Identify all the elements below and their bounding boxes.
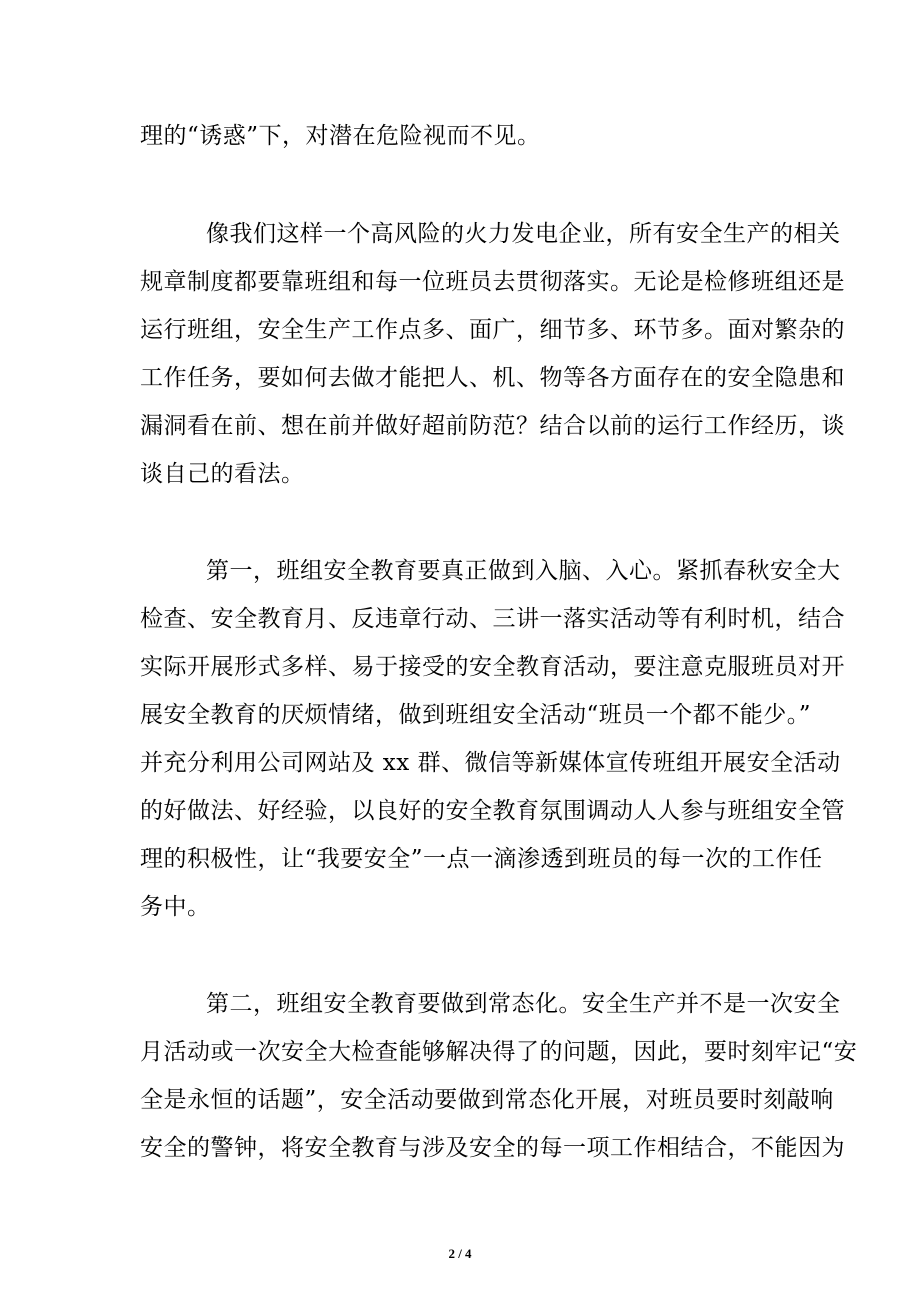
paragraph-line: 的好做法、好经验，以良好的安全教育氛围调动人人参与班组安全管 [140, 798, 845, 824]
paragraph-line: 全是永恒的话题”，安全活动要做到常态化开展，对班员要时刻敲响 [140, 1087, 834, 1113]
paragraph-line: 规章制度都要靠班组和每一位班员去贯彻落实。无论是检修班组还是 [140, 269, 845, 295]
page-number: 2 / 4 [448, 1246, 472, 1261]
paragraph-line: 理的“诱惑”下，对潜在危险视而不见。 [140, 123, 541, 149]
paragraph-line: 第二，班组安全教育要做到常态化。安全生产并不是一次安全 [206, 991, 841, 1017]
paragraph-line: 并充分利用公司网站及 xx 群、微信等新媒体宣传班组开展安全活动 [140, 750, 841, 776]
paragraph-line: 理的积极性，让“我要安全”一点一滴渗透到班员的每一次的工作任 [140, 846, 823, 872]
paragraph-line: 工作任务，要如何去做才能把人、机、物等各方面存在的安全隐患和 [140, 365, 845, 391]
paragraph-line: 检查、安全教育月、反违章行动、三讲一落实活动等有利时机，结合 [140, 606, 845, 632]
paragraph-line: 第一，班组安全教育要真正做到入脑、入心。紧抓春秋安全大 [206, 558, 841, 584]
paragraph-line: 展安全教育的厌烦情绪，做到班组安全活动“班员一个都不能少。” [140, 702, 812, 728]
paragraph-line: 谈自己的看法。 [140, 461, 305, 487]
paragraph-line: 运行班组，安全生产工作点多、面广，细节多、环节多。面对繁杂的 [140, 317, 845, 343]
paragraph-line: 实际开展形式多样、易于接受的安全教育活动，要注意克服班员对开 [140, 654, 845, 680]
paragraph-line: 像我们这样一个高风险的火力发电企业，所有安全生产的相关 [206, 221, 841, 247]
paragraph-line: 漏洞看在前、想在前并做好超前防范？结合以前的运行工作经历，谈 [140, 413, 845, 439]
paragraph-line: 务中。 [140, 894, 211, 920]
paragraph-line: 安全的警钟，将安全教育与涉及安全的每一项工作相结合，不能因为 [140, 1135, 845, 1161]
paragraph-line: 月活动或一次安全大检查能够解决得了的问题，因此，要时刻牢记“安 [140, 1039, 858, 1065]
